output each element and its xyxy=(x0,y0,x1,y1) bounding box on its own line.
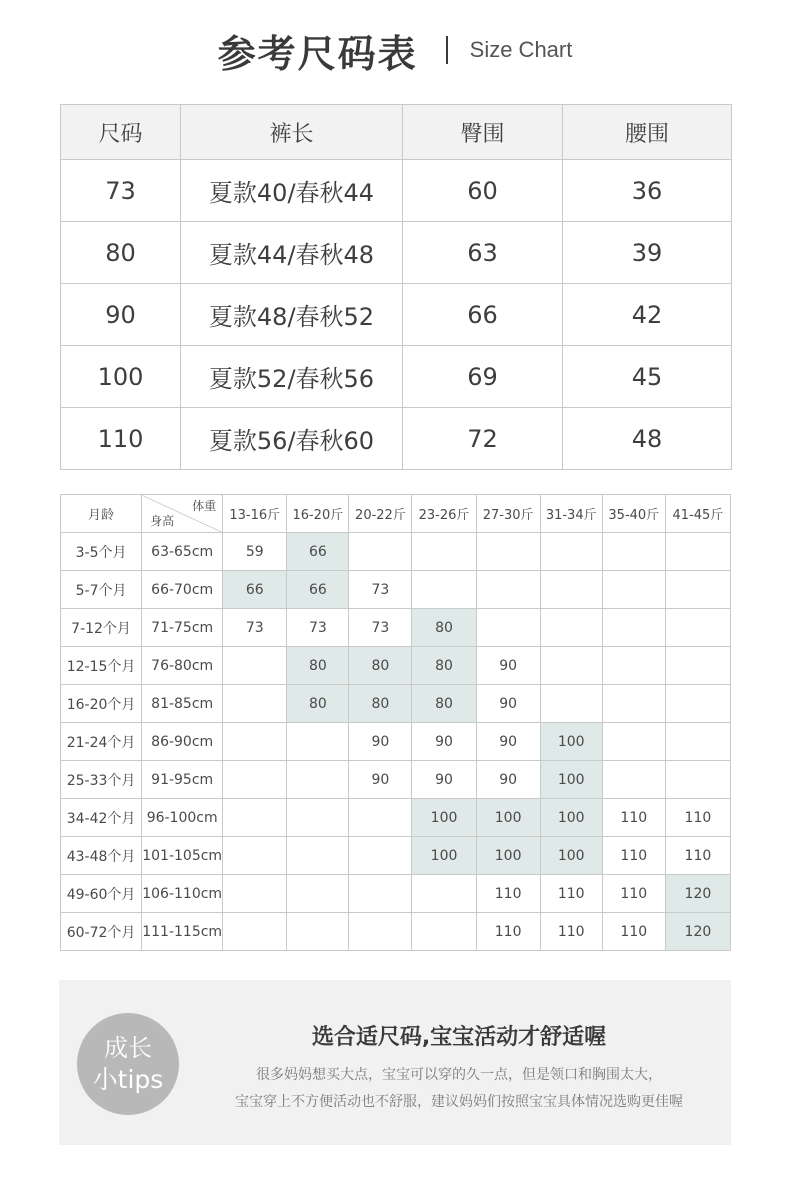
cell-recommended-size: 80 xyxy=(412,609,476,647)
size-table-body xyxy=(61,160,732,470)
cell-recommended-size: 80 xyxy=(412,647,476,685)
cell-waist: 48 xyxy=(563,408,732,470)
cell-recommended-size: 120 xyxy=(665,913,730,951)
cell-size: 110 xyxy=(61,408,181,470)
cell-recommended-size: 110 xyxy=(476,875,540,913)
cell-hip: 66 xyxy=(403,284,563,346)
cell-height: 106-110cm xyxy=(142,875,223,913)
page-subtitle: Size Chart xyxy=(469,37,573,62)
cell-recommended-size xyxy=(223,647,287,685)
cell-recommended-size: 100 xyxy=(540,837,602,875)
cell-recommended-size xyxy=(665,533,730,571)
header-weight-range: 16-20斤 xyxy=(287,495,349,533)
cell-size: 80 xyxy=(61,222,181,284)
header-weight-range: 35-40斤 xyxy=(602,495,665,533)
cell-size: 90 xyxy=(61,284,181,346)
cell-recommended-size: 100 xyxy=(540,723,602,761)
cell-recommended-size: 110 xyxy=(602,875,665,913)
cell-recommended-size: 100 xyxy=(476,837,540,875)
cell-recommended-size xyxy=(287,761,349,799)
cell-recommended-size: 90 xyxy=(476,685,540,723)
cell-height: 111-115cm xyxy=(142,913,223,951)
cell-pants-length: 夏款40/春秋44 xyxy=(181,160,403,222)
cell-recommended-size: 73 xyxy=(287,609,349,647)
weight-table-row xyxy=(61,723,731,761)
header-weight-range: 27-30斤 xyxy=(476,495,540,533)
cell-recommended-size xyxy=(223,723,287,761)
size-table-row xyxy=(61,160,732,222)
cell-recommended-size xyxy=(349,533,412,571)
cell-recommended-size xyxy=(287,799,349,837)
weight-table-row xyxy=(61,571,731,609)
size-table-header-row xyxy=(61,105,732,160)
page-title: 参考尺码表 xyxy=(217,31,418,76)
cell-waist: 39 xyxy=(563,222,732,284)
weight-table-row xyxy=(61,837,731,875)
cell-height: 66-70cm xyxy=(142,571,223,609)
cell-recommended-size: 100 xyxy=(412,837,476,875)
cell-recommended-size: 110 xyxy=(602,913,665,951)
header-hip: 臀围 xyxy=(403,105,563,160)
cell-pants-length: 夏款48/春秋52 xyxy=(181,284,403,346)
cell-recommended-size xyxy=(223,685,287,723)
cell-age: 7-12个月 xyxy=(61,609,142,647)
cell-recommended-size: 73 xyxy=(349,571,412,609)
cell-recommended-size xyxy=(287,837,349,875)
weight-table-row xyxy=(61,799,731,837)
header-weight-range: 13-16斤 xyxy=(223,495,287,533)
cell-recommended-size: 110 xyxy=(540,913,602,951)
cell-recommended-size xyxy=(223,837,287,875)
weight-table-row xyxy=(61,533,731,571)
cell-recommended-size: 90 xyxy=(476,761,540,799)
tips-text-line2: 宝宝穿上不方便活动也不舒服，建议妈妈们按照宝宝具体情况选购更佳喔 xyxy=(235,1094,683,1110)
cell-recommended-size xyxy=(665,647,730,685)
cell-recommended-size: 110 xyxy=(665,799,730,837)
weight-table-row xyxy=(61,761,731,799)
cell-hip: 72 xyxy=(403,408,563,470)
cell-age: 34-42个月 xyxy=(61,799,142,837)
header-size: 尺码 xyxy=(61,105,181,160)
cell-size: 73 xyxy=(61,160,181,222)
cell-recommended-size xyxy=(665,571,730,609)
cell-recommended-size: 90 xyxy=(412,761,476,799)
cell-age: 5-7个月 xyxy=(61,571,142,609)
cell-recommended-size xyxy=(602,571,665,609)
cell-recommended-size: 90 xyxy=(412,723,476,761)
cell-recommended-size xyxy=(602,761,665,799)
cell-recommended-size: 110 xyxy=(476,913,540,951)
cell-recommended-size xyxy=(223,913,287,951)
cell-recommended-size: 66 xyxy=(287,533,349,571)
cell-recommended-size: 66 xyxy=(287,571,349,609)
cell-recommended-size xyxy=(665,685,730,723)
cell-recommended-size xyxy=(223,875,287,913)
cell-height: 71-75cm xyxy=(142,609,223,647)
cell-recommended-size: 90 xyxy=(349,761,412,799)
cell-recommended-size: 80 xyxy=(412,685,476,723)
tips-text-line1: 很多妈妈想买大点，宝宝可以穿的久一点，但是领口和胸围太大， xyxy=(256,1067,662,1083)
cell-recommended-size: 90 xyxy=(476,647,540,685)
cell-recommended-size: 59 xyxy=(223,533,287,571)
cell-recommended-size xyxy=(540,647,602,685)
cell-recommended-size xyxy=(540,533,602,571)
size-table-row xyxy=(61,408,732,470)
size-table-row xyxy=(61,284,732,346)
cell-recommended-size xyxy=(476,609,540,647)
cell-height: 86-90cm xyxy=(142,723,223,761)
cell-age: 16-20个月 xyxy=(61,685,142,723)
cell-height: 101-105cm xyxy=(142,837,223,875)
cell-recommended-size xyxy=(349,799,412,837)
title-divider xyxy=(446,36,448,64)
cell-recommended-size: 73 xyxy=(349,609,412,647)
tips-badge-line2: 小tips xyxy=(92,1065,164,1094)
cell-recommended-size xyxy=(412,571,476,609)
cell-recommended-size: 66 xyxy=(223,571,287,609)
cell-age: 21-24个月 xyxy=(61,723,142,761)
header-weight-range: 31-34斤 xyxy=(540,495,602,533)
cell-recommended-size xyxy=(476,533,540,571)
cell-recommended-size xyxy=(602,609,665,647)
tips-panel xyxy=(59,980,731,1145)
cell-recommended-size: 80 xyxy=(287,647,349,685)
header-weight-range: 23-26斤 xyxy=(412,495,476,533)
weight-table-header-row xyxy=(61,495,731,533)
cell-age: 49-60个月 xyxy=(61,875,142,913)
header-weight-range: 20-22斤 xyxy=(349,495,412,533)
cell-pants-length: 夏款56/春秋60 xyxy=(181,408,403,470)
size-table-row xyxy=(61,346,732,408)
cell-recommended-size xyxy=(412,533,476,571)
cell-height: 96-100cm xyxy=(142,799,223,837)
weight-table-row xyxy=(61,647,731,685)
cell-waist: 36 xyxy=(563,160,732,222)
weight-height-table xyxy=(60,494,731,951)
cell-recommended-size: 80 xyxy=(349,685,412,723)
cell-waist: 45 xyxy=(563,346,732,408)
cell-recommended-size: 100 xyxy=(540,799,602,837)
cell-height: 91-95cm xyxy=(142,761,223,799)
header-waist: 腰围 xyxy=(563,105,732,160)
cell-recommended-size: 80 xyxy=(349,647,412,685)
tips-badge xyxy=(77,1013,179,1115)
cell-recommended-size xyxy=(287,723,349,761)
cell-age: 43-48个月 xyxy=(61,837,142,875)
cell-hip: 69 xyxy=(403,346,563,408)
size-table-row xyxy=(61,222,732,284)
cell-recommended-size xyxy=(540,571,602,609)
cell-recommended-size xyxy=(349,875,412,913)
weight-table-row xyxy=(61,685,731,723)
cell-recommended-size: 90 xyxy=(476,723,540,761)
cell-recommended-size: 110 xyxy=(540,875,602,913)
header-diagonal-cell xyxy=(142,495,223,533)
weight-table-row xyxy=(61,609,731,647)
cell-age: 60-72个月 xyxy=(61,913,142,951)
cell-hip: 63 xyxy=(403,222,563,284)
header-age: 月龄 xyxy=(61,495,142,533)
cell-age: 3-5个月 xyxy=(61,533,142,571)
cell-recommended-size: 100 xyxy=(476,799,540,837)
cell-hip: 60 xyxy=(403,160,563,222)
cell-recommended-size xyxy=(412,913,476,951)
cell-age: 12-15个月 xyxy=(61,647,142,685)
cell-recommended-size xyxy=(476,571,540,609)
size-table xyxy=(60,104,732,470)
cell-height: 76-80cm xyxy=(142,647,223,685)
cell-recommended-size: 110 xyxy=(602,837,665,875)
header-pants-length: 裤长 xyxy=(181,105,403,160)
cell-recommended-size xyxy=(602,647,665,685)
cell-pants-length: 夏款52/春秋56 xyxy=(181,346,403,408)
cell-recommended-size: 110 xyxy=(602,799,665,837)
header-height-label: 身高 xyxy=(150,514,175,528)
cell-size: 100 xyxy=(61,346,181,408)
cell-recommended-size: 90 xyxy=(349,723,412,761)
tips-title: 选合适尺码,宝宝活动才舒适喔 xyxy=(311,1025,607,1050)
cell-recommended-size: 100 xyxy=(412,799,476,837)
header-weight-range: 41-45斤 xyxy=(665,495,730,533)
cell-height: 81-85cm xyxy=(142,685,223,723)
cell-height: 63-65cm xyxy=(142,533,223,571)
weight-table-body xyxy=(61,495,731,951)
cell-recommended-size: 100 xyxy=(540,761,602,799)
page-header xyxy=(0,22,790,78)
weight-table-row xyxy=(61,875,731,913)
cell-recommended-size: 110 xyxy=(665,837,730,875)
cell-recommended-size xyxy=(223,761,287,799)
cell-recommended-size xyxy=(223,799,287,837)
cell-recommended-size xyxy=(412,875,476,913)
cell-waist: 42 xyxy=(563,284,732,346)
cell-pants-length: 夏款44/春秋48 xyxy=(181,222,403,284)
cell-recommended-size xyxy=(349,837,412,875)
cell-recommended-size xyxy=(602,685,665,723)
header-weight-label: 体重 xyxy=(192,499,217,513)
cell-recommended-size xyxy=(287,875,349,913)
cell-recommended-size xyxy=(540,609,602,647)
cell-recommended-size: 120 xyxy=(665,875,730,913)
cell-recommended-size xyxy=(602,533,665,571)
cell-recommended-size xyxy=(602,723,665,761)
weight-table-row xyxy=(61,913,731,951)
cell-recommended-size: 80 xyxy=(287,685,349,723)
cell-recommended-size xyxy=(665,609,730,647)
tips-badge-line1: 成长 xyxy=(104,1034,152,1062)
cell-recommended-size xyxy=(665,723,730,761)
cell-recommended-size xyxy=(540,685,602,723)
cell-recommended-size xyxy=(665,761,730,799)
cell-age: 25-33个月 xyxy=(61,761,142,799)
cell-recommended-size xyxy=(349,913,412,951)
cell-recommended-size: 73 xyxy=(223,609,287,647)
cell-recommended-size xyxy=(287,913,349,951)
